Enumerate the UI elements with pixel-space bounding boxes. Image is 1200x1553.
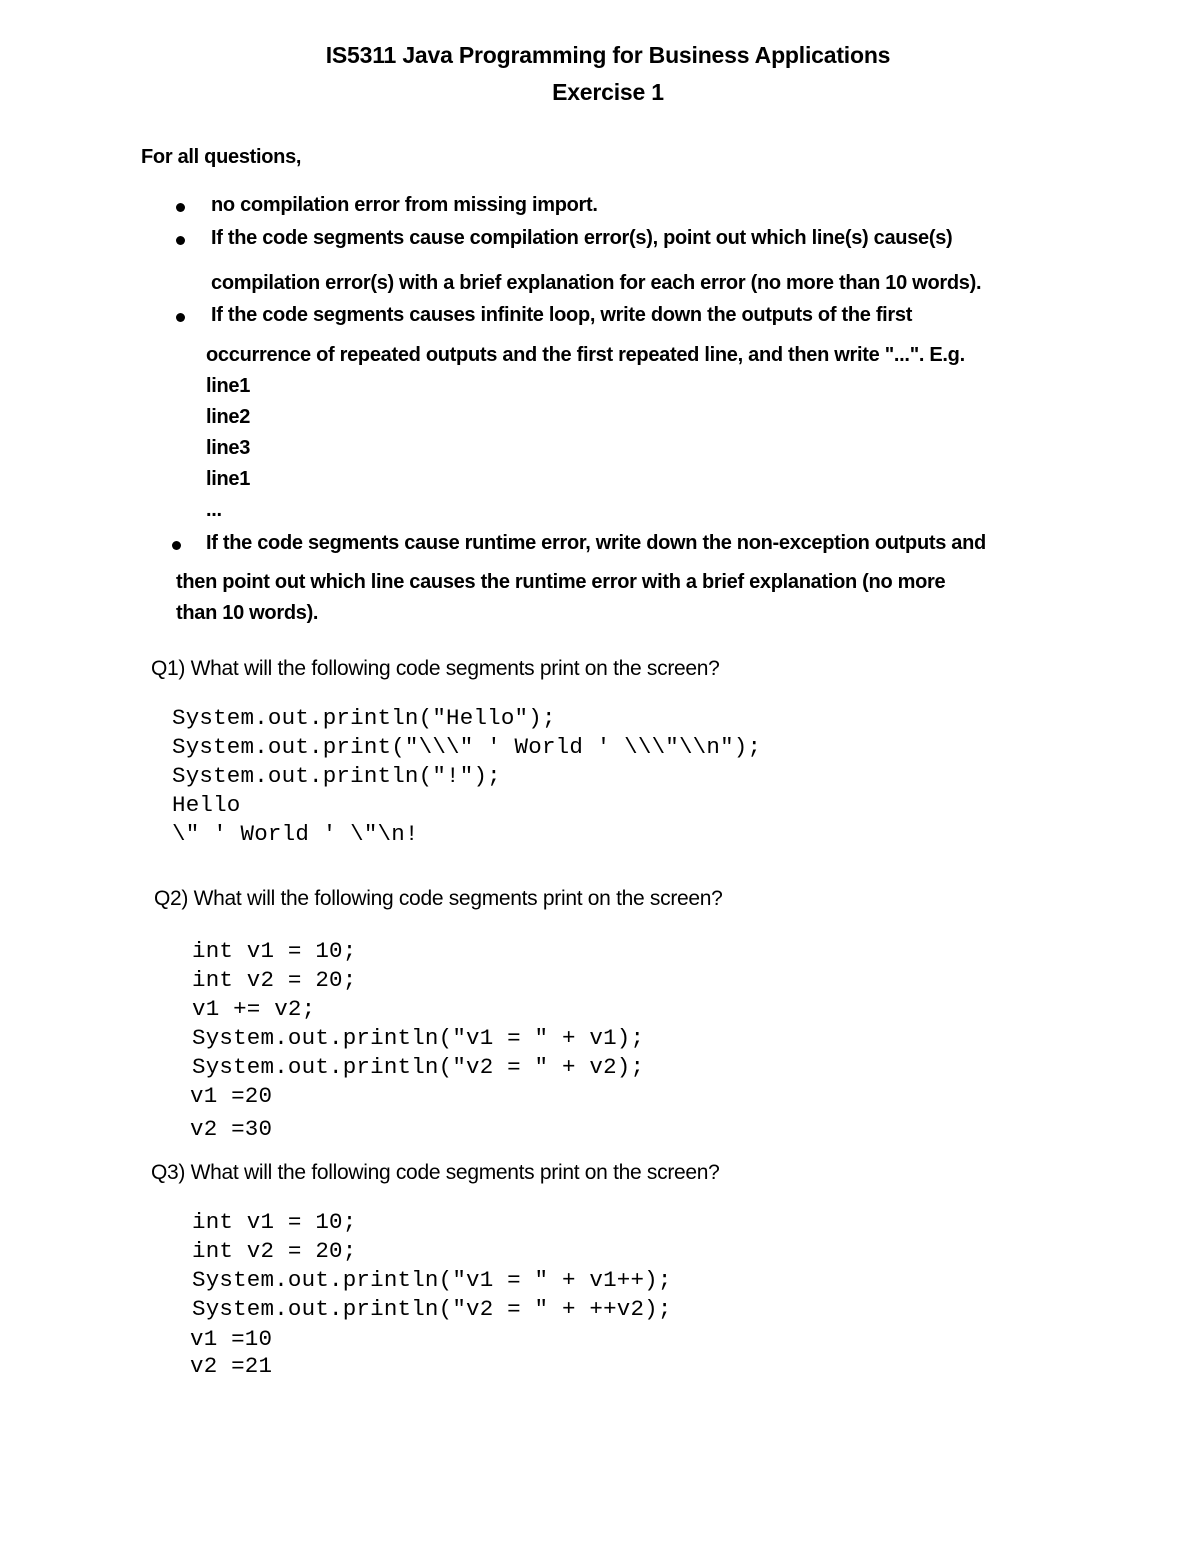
code-line: int v2 = 20; [192,1238,357,1264]
instruction-bullet-1: no compilation error from missing import. [211,194,598,216]
example-line: line2 [206,406,251,428]
answer-line: v2 =21 [190,1353,273,1379]
answer-line: v1 =20 [190,1083,273,1109]
code-line: System.out.print("\\\" ' World ' \\\"\\n"); [172,734,762,760]
code-line: System.out.println("v2 = " + ++v2); [192,1296,672,1322]
bullet-dot-icon [176,203,185,212]
document-title: IS5311 Java Programming for Business Applications [325,42,891,68]
code-line: System.out.println("Hello"); [172,705,556,731]
question-prompt: Q3) What will the following code segments print on the screen? [151,1161,720,1184]
instruction-bullet-3-line-1: If the code segments causes infinite loop, write down the outputs of the first [211,304,913,326]
instructions-intro: For all questions, [141,146,302,168]
example-line: line3 [206,437,251,459]
code-line: System.out.println("v1 = " + v1); [192,1025,645,1051]
instruction-bullet-4-line-3: than 10 words). [176,602,319,624]
example-line: line1 [206,375,251,397]
bullet-dot-icon [176,236,185,245]
bullet-dot-icon [176,313,185,322]
answer-line: \" ' World ' \"\n! [172,821,419,847]
code-line: v1 += v2; [192,996,316,1022]
code-line: System.out.println("!"); [172,763,501,789]
code-line: int v1 = 10; [192,1209,357,1235]
code-line: int v2 = 20; [192,967,357,993]
code-line: System.out.println("v2 = " + v2); [192,1054,645,1080]
answer-line: v1 =10 [190,1326,273,1352]
answer-line: Hello [172,792,241,818]
instruction-bullet-4-line-1: If the code segments cause runtime error, write down the non-exception outputs and [206,532,986,554]
code-line: int v1 = 10; [192,938,357,964]
instruction-bullet-2-line-2: compilation error(s) with a brief explanation for each error (no more than 10 words). [211,272,982,294]
example-line: line1 [206,468,251,490]
document-subtitle: Exercise 1 [552,79,664,105]
answer-line: v2 =30 [190,1116,273,1142]
instruction-bullet-4-line-2: then point out which line causes the runtime error with a brief explanation (no more [176,571,946,593]
bullet-dot-icon [172,541,181,550]
instruction-bullet-2-line-1: If the code segments cause compilation error(s), point out which line(s) cause(s) [211,227,953,249]
example-line: ... [206,499,222,521]
code-line: System.out.println("v1 = " + v1++); [192,1267,672,1293]
question-prompt: Q1) What will the following code segments print on the screen? [151,657,720,680]
instruction-bullet-3-line-2: occurrence of repeated outputs and the first repeated line, and then write "...". E.g. [206,344,965,366]
question-prompt: Q2) What will the following code segments print on the screen? [154,887,723,910]
